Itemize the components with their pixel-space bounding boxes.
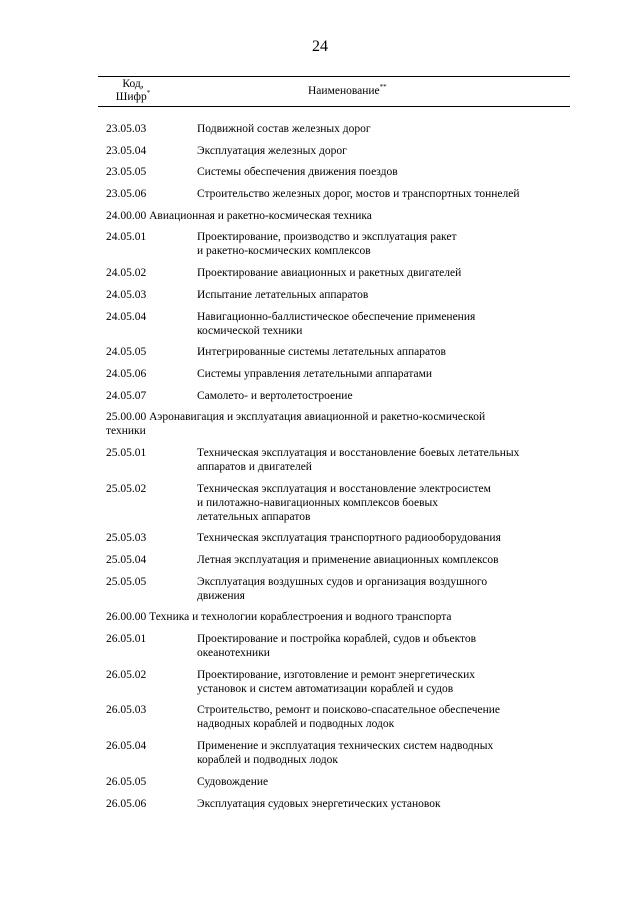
specialty-table-body — [0, 122, 640, 811]
specialty-code: 25.05.02 — [106, 482, 147, 495]
specialty-name-line-continued: космической техники — [197, 324, 303, 337]
specialty-name — [197, 288, 575, 302]
specialty-code: 24.05.07 — [106, 389, 147, 402]
specialty-name-line: Эксплуатация судовых энергетических установок — [197, 797, 441, 810]
header-name-column — [308, 85, 387, 97]
specialty-name — [197, 144, 575, 158]
specialty-name-line-continued: установок и систем автоматизации кораблей и судов — [197, 682, 454, 695]
table-row — [0, 703, 640, 731]
specialty-name-line: Испытание летательных аппаратов — [197, 288, 369, 301]
specialty-code: 25.05.01 — [106, 446, 147, 459]
header-code-footnote-mark: * — [146, 89, 151, 98]
specialty-name-line: Эксплуатация воздушных судов и организация воздушного — [197, 575, 488, 588]
specialty-name-line: Эксплуатация железных дорог — [197, 144, 347, 157]
table-row — [0, 668, 640, 696]
specialty-name-line: Системы обеспечения движения поездов — [197, 166, 398, 179]
specialty-name-line: Проектирование, производство и эксплуатация ракет — [197, 231, 457, 244]
specialty-name-line-continued: летательных аппаратов — [197, 510, 311, 523]
specialty-code: 24.05.05 — [106, 346, 147, 359]
table-row — [0, 531, 640, 545]
specialty-name — [197, 797, 575, 811]
table-row — [0, 797, 640, 811]
header-name-label: Наименование — [308, 85, 380, 97]
specialty-name-line: Применение и эксплуатация технических систем надводных — [197, 740, 494, 753]
table-row — [0, 367, 640, 381]
specialty-name-line: Навигационно-баллистическое обеспечение применения — [197, 310, 476, 323]
specialty-name — [197, 446, 575, 474]
section-heading-text: 24.00.00 Авиационная и ракетно-космическая техника — [106, 209, 372, 222]
specialty-name — [197, 389, 575, 403]
header-name-footnote-mark: ** — [379, 83, 387, 92]
specialty-name-line: Проектирование авиационных и ракетных двигателей — [197, 267, 462, 280]
specialty-name — [197, 310, 575, 338]
table-row — [0, 230, 640, 258]
section-heading-row — [0, 209, 576, 223]
specialty-name-line: Подвижной состав железных дорог — [197, 123, 371, 135]
specialty-name — [197, 266, 575, 280]
specialty-name — [197, 632, 575, 660]
specialty-name — [197, 482, 575, 524]
table-header — [98, 76, 570, 107]
specialty-code: 24.05.06 — [106, 367, 147, 380]
specialty-name — [197, 703, 575, 731]
specialty-name-line: Судовождение — [197, 775, 269, 788]
specialty-code: 23.05.05 — [106, 166, 147, 179]
specialty-name — [197, 165, 575, 179]
specialty-code: 26.05.06 — [106, 797, 147, 810]
section-heading-text: 25.00.00 Аэронавигация и эксплуатация авиационной и ракетно-космической — [106, 411, 486, 424]
specialty-code: 25.05.04 — [106, 554, 147, 566]
specialty-name — [197, 775, 575, 789]
section-heading-row — [0, 610, 576, 624]
table-row — [0, 739, 640, 767]
specialty-name-line: Строительство железных дорог, мостов и транспортных тоннелей — [197, 188, 520, 201]
specialty-name-line: Проектирование, изготовление и ремонт энергетических — [197, 668, 475, 681]
specialty-name-line: Системы управления летательными аппаратами — [197, 367, 433, 380]
table-row — [0, 165, 640, 179]
specialty-name-line: Самолето- и вертолетостроение — [197, 389, 353, 402]
specialty-code: 26.05.05 — [106, 775, 147, 788]
specialty-name — [197, 739, 575, 767]
specialty-name-line: Летная эксплуатация и применение авиационных комплексов — [197, 554, 499, 566]
specialty-code: 24.05.03 — [106, 288, 147, 301]
specialty-code: 23.05.04 — [106, 144, 147, 157]
page-number: 24 — [312, 38, 328, 55]
table-row — [0, 446, 640, 474]
specialty-name-line-continued: океанотехники — [197, 647, 270, 660]
specialty-code: 26.05.04 — [106, 740, 147, 753]
specialty-name-line-continued: и пилотажно-навигационных комплексов боевых — [197, 496, 439, 509]
section-heading-row — [0, 410, 576, 438]
table-row — [0, 310, 640, 338]
specialty-code: 26.05.02 — [106, 668, 147, 681]
specialty-code: 24.05.01 — [106, 231, 147, 244]
table-row — [0, 288, 640, 302]
table-row — [0, 775, 640, 789]
specialty-name — [197, 122, 575, 136]
table-row — [0, 632, 640, 660]
specialty-code: 24.05.04 — [106, 310, 147, 323]
specialty-code: 25.05.05 — [106, 575, 147, 588]
specialty-name — [197, 553, 575, 567]
table-row — [0, 266, 640, 280]
specialty-code: 26.05.01 — [106, 633, 147, 646]
specialty-name-line: Техническая эксплуатация транспортного радиооборудования — [197, 532, 501, 545]
table-row — [0, 389, 640, 403]
specialty-name — [197, 367, 575, 381]
section-heading-text: 26.00.00 Техника и технологии кораблестроения и водного транспорта — [106, 611, 452, 624]
specialty-name-line: Интегрированные системы летательных аппаратов — [197, 346, 446, 359]
specialty-name-line-continued: аппаратов и двигателей — [197, 460, 312, 473]
table-row — [0, 187, 640, 201]
specialty-name-line-continued: и ракетно-космических комплексов — [197, 245, 371, 258]
specialty-name — [197, 345, 575, 359]
specialty-name — [197, 230, 575, 258]
specialty-name-line-continued: движения — [197, 589, 245, 602]
table-row — [0, 553, 640, 567]
specialty-code: 24.05.02 — [106, 267, 147, 280]
specialty-name-line: Техническая эксплуатация и восстановление электросистем — [197, 482, 491, 495]
specialty-name-line-continued: надводных кораблей и подводных лодок — [197, 718, 395, 731]
table-row — [0, 122, 640, 136]
specialty-name-line: Проектирование и постройка кораблей, судов и объектов — [197, 633, 477, 646]
table-row — [0, 482, 640, 524]
specialty-name-line: Строительство, ремонт и поисково-спасательное обеспечение — [197, 704, 501, 717]
table-row — [0, 345, 640, 359]
specialty-code: 25.05.03 — [106, 532, 147, 545]
specialty-name — [197, 531, 575, 545]
header-cipher-label: Шифр — [115, 91, 147, 103]
specialty-name — [197, 575, 575, 603]
specialty-code: 23.05.03 — [106, 123, 147, 135]
specialty-code: 23.05.06 — [106, 188, 147, 201]
section-heading-text-continued: техники — [106, 425, 146, 438]
header-code-column — [98, 78, 168, 104]
specialty-code: 26.05.03 — [106, 704, 147, 717]
table-row — [0, 144, 640, 158]
specialty-name-line-continued: кораблей и подводных лодок — [197, 754, 338, 767]
specialty-name — [197, 187, 575, 201]
specialty-name-line: Техническая эксплуатация и восстановление боевых летательных — [197, 446, 520, 459]
specialty-name — [197, 668, 575, 696]
header-code-label: Код, — [122, 78, 144, 90]
table-row — [0, 575, 640, 603]
